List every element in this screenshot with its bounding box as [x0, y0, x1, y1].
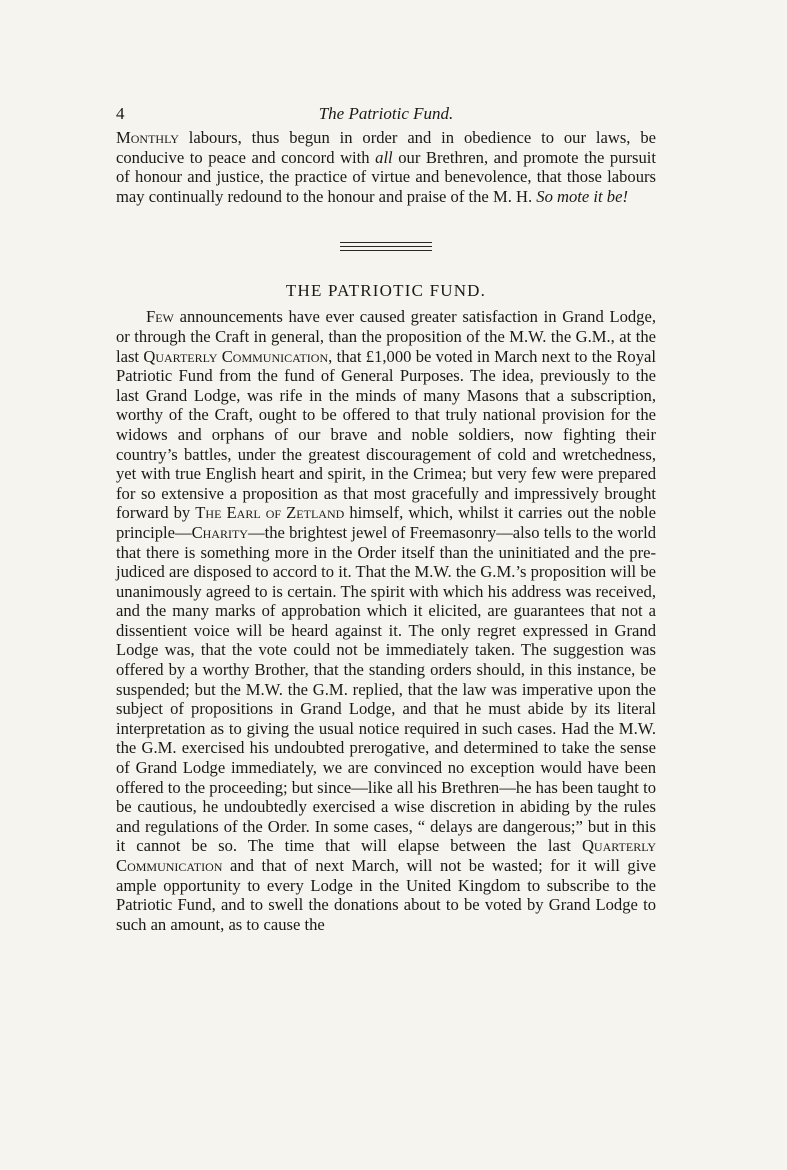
small-caps-quarterly-communication-2: Quarterly Communication [116, 836, 656, 875]
divider-rule [340, 250, 432, 251]
small-caps-quarterly-communication: Quarterly Communication, [143, 346, 333, 366]
lead-word: Monthly [116, 128, 179, 147]
section-divider [340, 242, 432, 251]
article-body [116, 307, 656, 934]
page [116, 104, 656, 934]
article-paragraph [116, 307, 656, 934]
small-caps-earl-of-zetland: The Earl of Zetland [195, 503, 345, 523]
paragraph-text-d: —the brightest jewel of Freemasonry—also tells to the world that there is something more in the Order itself than the uninitiated and the prejudiced are disposed to accord to it. That the M.W. the G.M.’s proposition will be unanimously agreed to is certain. The spirit with which his address was received, and the many marks of approbation which it elicited, are guarantees that not a dissentient voice will be heard against it. The only regret expressed in Grand Lodge was, that the vote could not be immediately taken. The suggestion was offered by a worthy Brother, that the standing orders should, in this instance, be suspended; but the M.W. the G.M. replied, that the law was imperative upon the subject of propositions in Grand Lodge, and that he must abide by its literal interpretation as to giving the usual notice required in such cases. Had the M.W. the G.M. exercised his undoubted prerogative, and determined to take the sense of Grand Lodge immediately, we are convinced no exception would have been offered to the proceeding; but since—like all his Brethren—he has been taught to be cautious, he undoubtedly exercised a wise discretion in abiding by the rules and regulations of the Order. In some cases, “ delays are dangerous;” but in this it cannot be so. The time that will elapse between the last [116, 522, 656, 856]
prior-article-conclusion [116, 128, 656, 206]
paragraph-text-c: himself, which, whilst it carries out the noble principle— [116, 503, 656, 542]
emphasis-all: all [375, 147, 393, 167]
lead-word: Few [146, 307, 174, 327]
small-caps-charity: Charity [191, 522, 248, 542]
article-title: THE PATRIOTIC FUND. [285, 281, 487, 301]
running-title: The Patriotic Fund. [318, 104, 454, 123]
prior-text-2: our Brethren, and promote the pursuit of honour and justice, the practice of virtue and benevolence, that those labours may continually redound to the honour and praise of the M. H. [116, 147, 656, 206]
prior-text-1: labours, thus begun in order and in obedience to our laws, be conducive to peace and concord with [116, 128, 656, 167]
running-head [116, 104, 656, 128]
divider-rule [340, 242, 432, 243]
closing-phrase: So mote it be! [536, 186, 628, 206]
paragraph-text-e: and that of next March, will not be wasted; for it will give ample opportunity to every Lodge in the United Kingdom to subscribe to the Patriotic Fund, and to swell the donations about to be voted by Grand Lodge to such an amount, as to cause the [116, 856, 656, 934]
divider-rule [340, 246, 432, 247]
paragraph-text-a: announcements have ever caused greater satisfaction in Grand Lodge, or through the Craft in general, than the proposition of the M.W. the G.M., at the last [116, 307, 656, 366]
page-number: 4 [116, 104, 125, 123]
paragraph-text-b: that £1,000 be voted in March next to the Royal Patriotic Fund from the fund of General Purposes. The idea, previously to the last Grand Lodge, was rife in the minds of many Masons that a subscription, worthy of the Craft, ought to be offered to that truly national provision for the widows and orphans of our brave and noble soldiers, now fighting their country’s battles, under the greatest discouragement of cold and wretchedness, yet with true English heart and spirit, in the Crimea; but very few were prepared for so extensive a proposition as that most gracefully and impressively brought forward by [116, 346, 656, 523]
